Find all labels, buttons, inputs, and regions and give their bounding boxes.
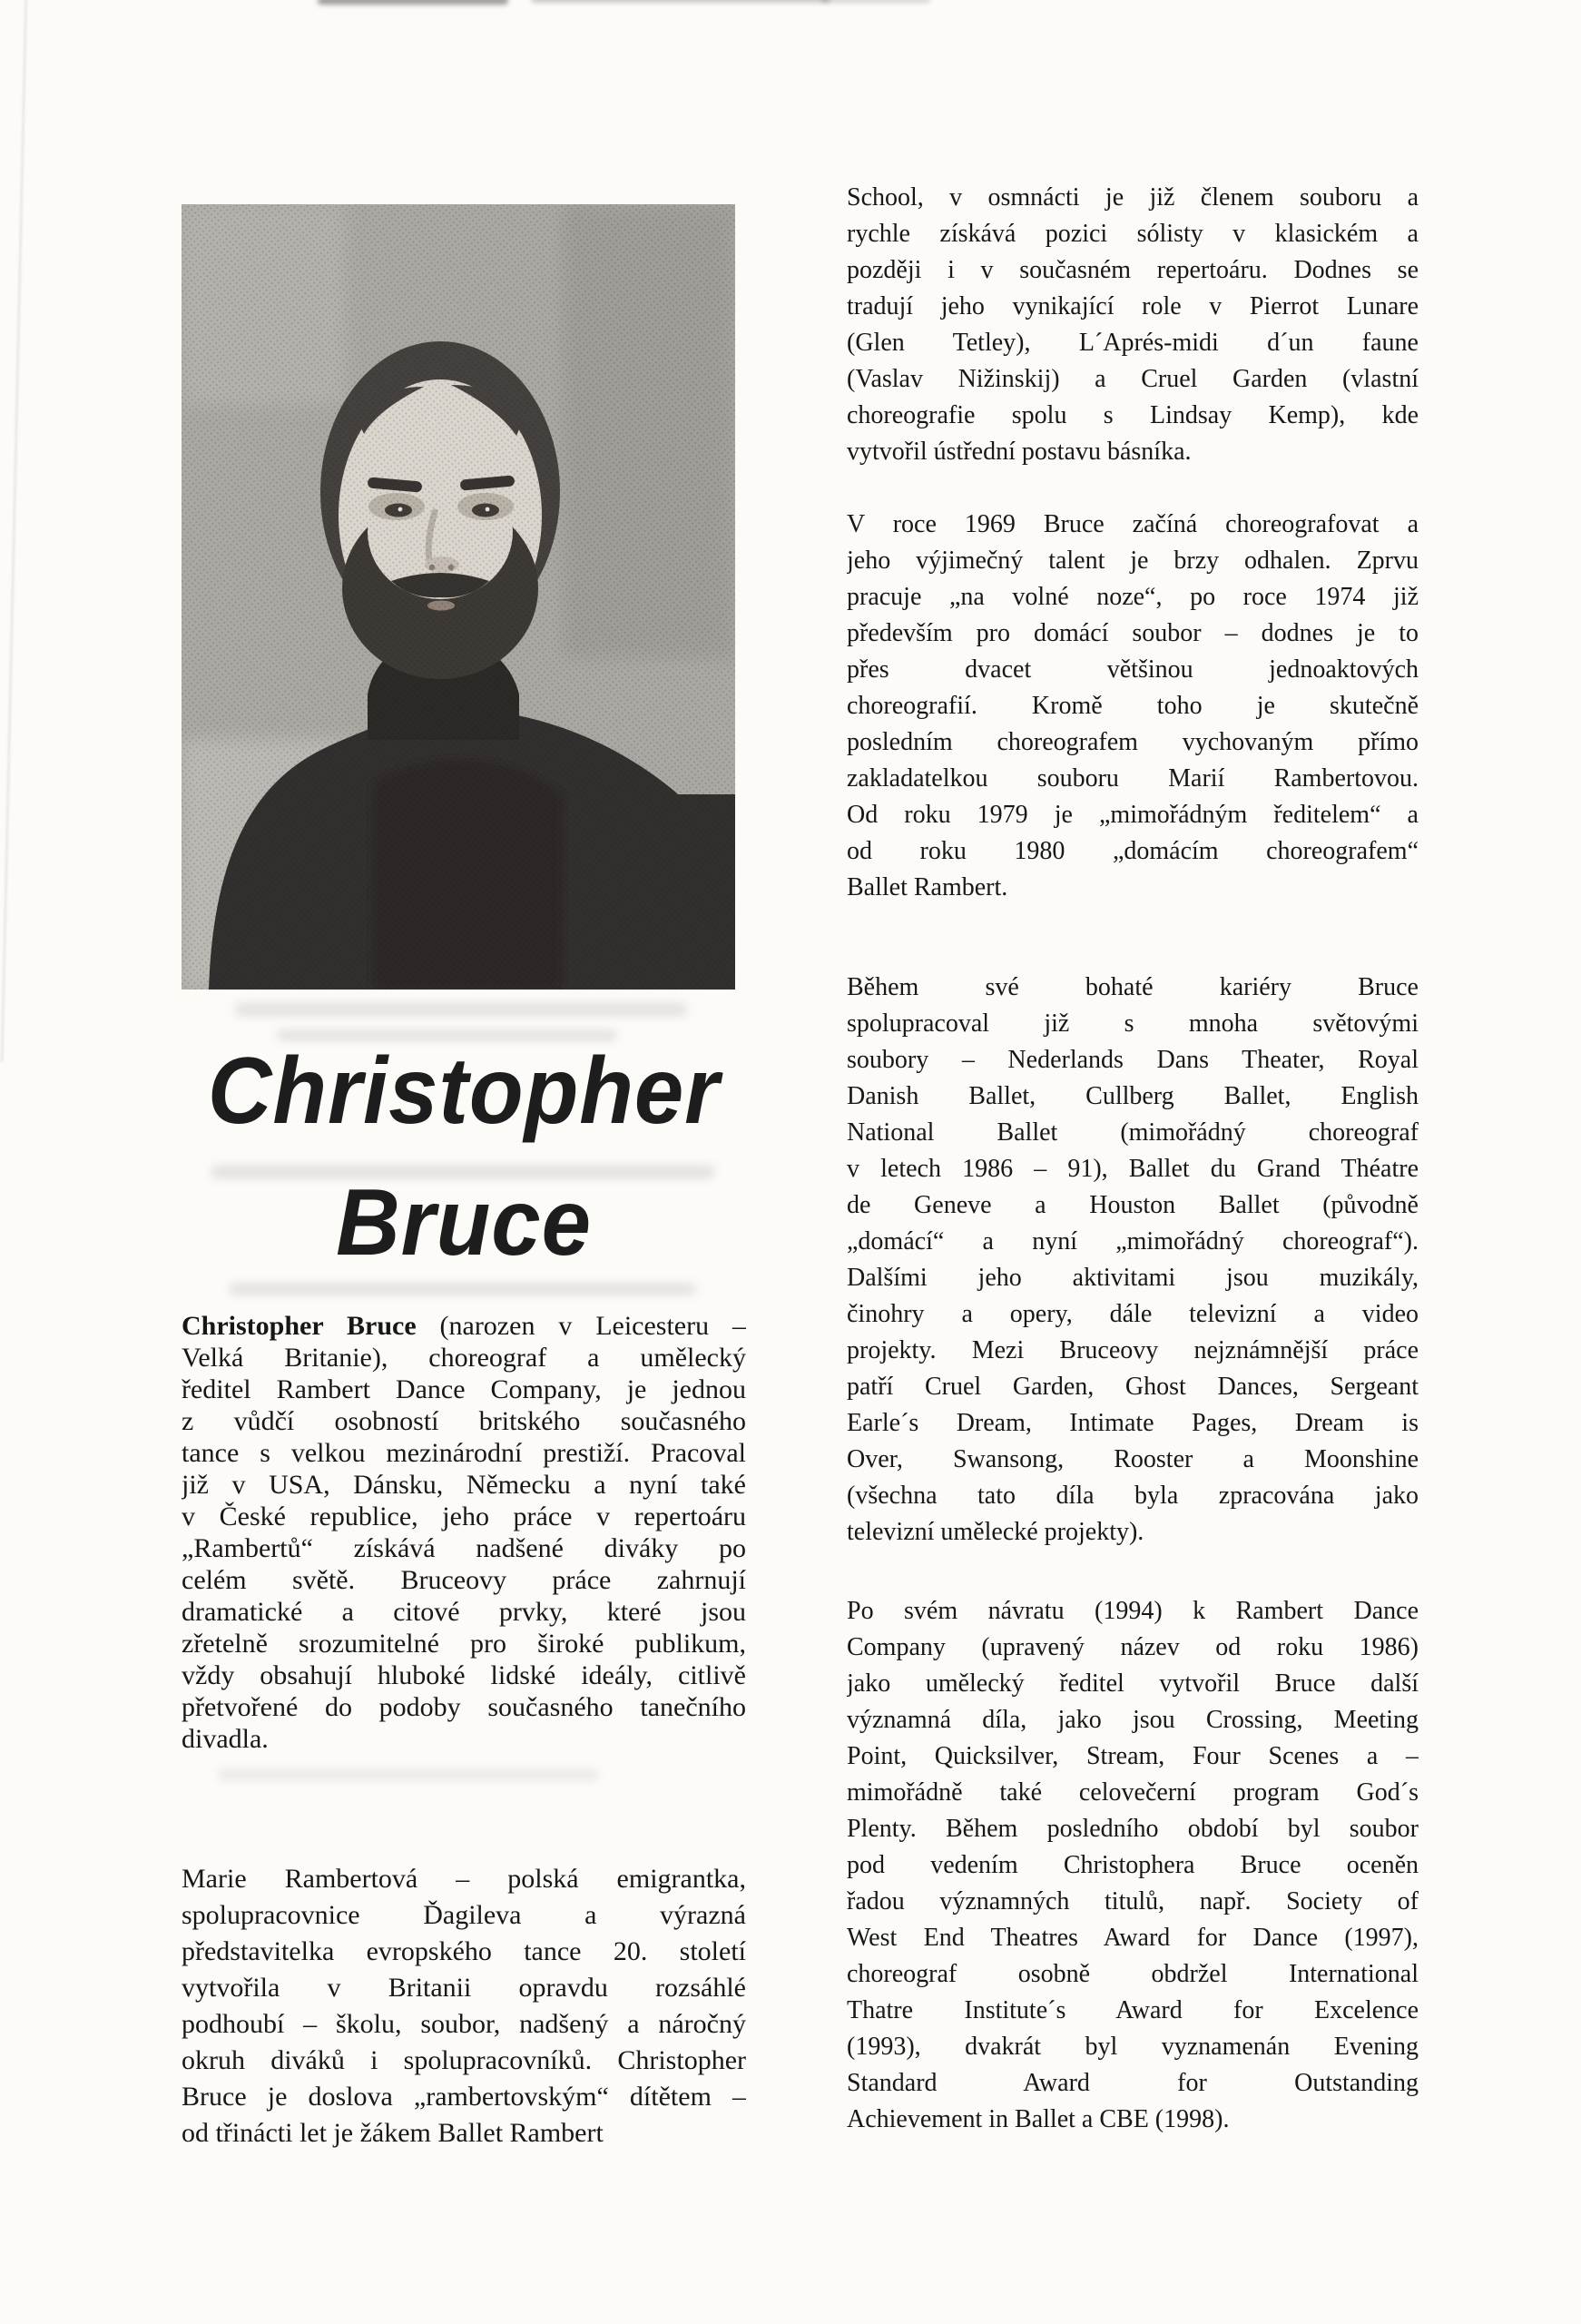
- bio-paragraph-right-1: [847, 180, 1419, 470]
- text-line: pod vedením Christophera Bruce oceněn: [847, 1851, 1419, 1879]
- text-line: choreografie spolu s Lindsay Kemp), kde: [847, 401, 1419, 429]
- text-line: řadou významných titulů, např. Society of: [847, 1887, 1419, 1915]
- bio-paragraph-left-1: [182, 1310, 746, 1755]
- text-line: Bruce je doslova „rambertovským“ dítětem –: [182, 2082, 746, 2112]
- text-line: „domácí“ a nyní „mimořádný choreograf“).: [847, 1227, 1419, 1256]
- text-line: spolupracoval již s mnoha světovými: [847, 1009, 1419, 1038]
- text-line: projekty. Mezi Bruceovy nejznámnější práce: [847, 1336, 1419, 1364]
- showthrough-artifact: [234, 1002, 688, 1017]
- text-line: jeho výjimečný talent je brzy odhalen. Zprvu: [847, 547, 1419, 575]
- text-line: podhoubí – školu, soubor, nadšený a náročný: [182, 2009, 746, 2039]
- bio-paragraph-left-2: [182, 1861, 746, 2152]
- text-line: mimořádně také celovečerní program God´s: [847, 1778, 1419, 1807]
- scan-edge-smudge: [821, 0, 930, 3]
- text-line: jako umělecký ředitel vytvořil Bruce další: [847, 1669, 1419, 1698]
- text-line: Plenty. Během posledního období byl soubor: [847, 1815, 1419, 1843]
- scan-edge-smudge: [318, 0, 508, 5]
- scan-line-artifact: [1, 0, 28, 1062]
- text-line: Po svém návratu (1994) k Rambert Dance: [847, 1597, 1419, 1625]
- page-title-line-1: Christopher: [207, 1039, 721, 1144]
- text-line: dramatické a citové prvky, které jsou: [182, 1597, 746, 1627]
- text-line: (Vaslav Nižinskij) a Cruel Garden (vlastní: [847, 365, 1419, 393]
- text-line: Během své bohaté kariéry Bruce: [847, 973, 1419, 1001]
- text-line: divadla.: [182, 1724, 269, 1754]
- text-line: především pro domácí soubor – dodnes je to: [847, 619, 1419, 647]
- scan-edge-smudge: [531, 0, 830, 3]
- text-line: Point, Quicksilver, Stream, Four Scenes a –: [847, 1742, 1419, 1770]
- text-line: v České republice, jeho práce v repertoáru: [182, 1502, 746, 1531]
- text-line: Dalšími jeho aktivitami jsou muzikály,: [847, 1264, 1419, 1292]
- text-line: od třinácti let je žákem Ballet Rambert: [182, 2118, 604, 2148]
- text-line: rychle získává pozici sólisty v klasickém a: [847, 220, 1419, 248]
- text-line: „Rambertů“ získává nadšené diváky po: [182, 1533, 746, 1563]
- showthrough-artifact: [218, 1768, 599, 1781]
- text-line: pracuje „na volné noze“, po roce 1974 již: [847, 583, 1419, 611]
- text-line: představitelka evropského tance 20. století: [182, 1936, 746, 1966]
- text-line: patří Cruel Garden, Ghost Dances, Sergeant: [847, 1373, 1419, 1401]
- text-line: soubory – Nederlands Dans Theater, Royal: [847, 1046, 1419, 1074]
- text-line: Thatre Institute´s Award for Excelence: [847, 1996, 1419, 2024]
- text-line: de Geneve a Houston Ballet (původně: [847, 1191, 1419, 1219]
- text-line: celém světě. Bruceovy práce zahrnují: [182, 1565, 746, 1595]
- text-line: Od roku 1979 je „mimořádným ředitelem“ a: [847, 801, 1419, 829]
- page-title: [182, 1026, 746, 1289]
- text-line: tance s velkou mezinárodní prestiží. Pracoval: [182, 1438, 746, 1468]
- text-line: choreograf osobně obdržel International: [847, 1960, 1419, 1988]
- text-line: televizní umělecké projekty).: [847, 1518, 1144, 1546]
- text-line: přetvořené do podoby současného tanečního: [182, 1692, 746, 1722]
- text-line: Danish Ballet, Cullberg Ballet, English: [847, 1082, 1419, 1110]
- text-line: v letech 1986 – 91), Ballet du Grand Théatre: [847, 1155, 1419, 1183]
- text-line: (1993), dvakrát byl vyznamenán Evening: [847, 2033, 1419, 2061]
- portrait-photo-graphic: [182, 204, 735, 990]
- bio-paragraph-right-4: [847, 1593, 1419, 2138]
- text-line: z vůdčí osobností britského současného: [182, 1406, 746, 1436]
- text-line: vždy obsahují hluboké lidské ideály, citlivě: [182, 1660, 746, 1690]
- text-line: zřetelně srozumitelné pro široké publikum,: [182, 1629, 746, 1659]
- text-line: významná díla, jako jsou Crossing, Meeting: [847, 1706, 1419, 1734]
- text-line: Ballet Rambert.: [847, 873, 1008, 901]
- text-line: Earle´s Dream, Intimate Pages, Dream is: [847, 1409, 1419, 1437]
- text-line: vytvořila v Britanii opravdu rozsáhlé: [182, 1973, 746, 2003]
- text-line: již v USA, Dánsku, Německu a nyní také: [182, 1470, 746, 1500]
- text-line: Over, Swansong, Rooster a Moonshine: [847, 1445, 1419, 1473]
- text-line: zakladatelkou souboru Marií Rambertovou.: [847, 764, 1419, 793]
- text-line: National Ballet (mimořádný choreograf: [847, 1118, 1419, 1147]
- text-line: přes dvacet většinou jednoaktových: [847, 655, 1419, 684]
- portrait-photo: [182, 204, 735, 990]
- text-line: spolupracovnice Ďagileva a výrazná: [182, 1900, 746, 1930]
- text-line: School, v osmnácti je již členem souboru a: [847, 183, 1419, 212]
- text-line: Christopher Bruce (narozen v Leicesteru –: [182, 1311, 746, 1341]
- text-line: okruh diváků i spolupracovníků. Christopher: [182, 2045, 746, 2075]
- text-line: Achievement in Ballet a CBE (1998).: [847, 2105, 1230, 2133]
- text-line: později i v současném repertoáru. Dodnes se: [847, 256, 1419, 284]
- text-line: choreografií. Kromě toho je skutečně: [847, 692, 1419, 720]
- text-line: Company (upravený název od roku 1986): [847, 1633, 1419, 1661]
- text-line: Marie Rambertová – polská emigrantka,: [182, 1864, 746, 1894]
- text-line: činohry a opery, dále televizní a video: [847, 1300, 1419, 1328]
- text-line: vytvořil ústřední postavu básníka.: [847, 438, 1192, 466]
- page-title-line-2: Bruce: [336, 1170, 592, 1275]
- text-line: ředitel Rambert Dance Company, je jednou: [182, 1374, 746, 1404]
- text-line: od roku 1980 „domácím choreografem“: [847, 837, 1419, 865]
- text-line: tradují jeho vynikající role v Pierrot Lunare: [847, 292, 1419, 320]
- bio-paragraph-right-2: [847, 507, 1419, 906]
- text-line: West End Theatres Award for Dance (1997),: [847, 1924, 1419, 1952]
- bold-lead-text: Christopher Bruce: [182, 1311, 417, 1341]
- text-line: (všechna tato díla byla zpracována jako: [847, 1482, 1419, 1510]
- bio-paragraph-right-3: [847, 970, 1419, 1551]
- text-line: V roce 1969 Bruce začíná choreografovat a: [847, 510, 1419, 538]
- text-line: posledním choreografem vychovaným přímo: [847, 728, 1419, 756]
- text-line: Standard Award for Outstanding: [847, 2069, 1419, 2097]
- text-line: (Glen Tetley), L´Aprés-midi d´un faune: [847, 329, 1419, 357]
- text-line: Velká Britanie), choreograf a umělecký: [182, 1343, 746, 1373]
